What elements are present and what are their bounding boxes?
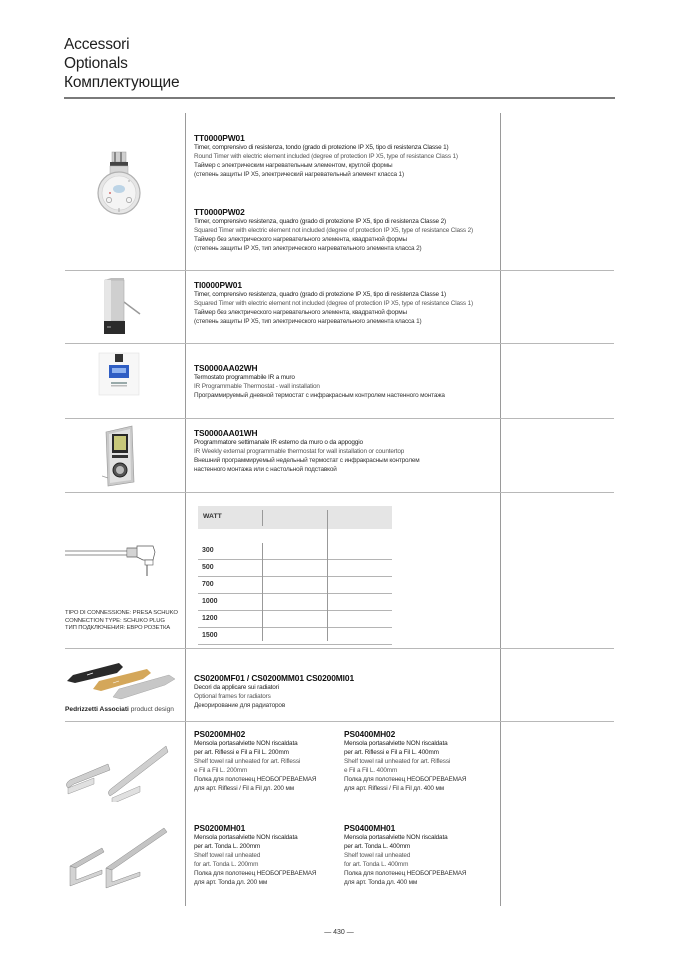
desc-italian: Timer, comprensivo di resistenza, tondo (grado di protezione IP X5, tipo di resistenza Classe 1)	[194, 144, 449, 151]
row-divider	[65, 721, 614, 722]
desc-english: for art. Tonda L. 200mm	[194, 861, 259, 868]
desc-russian: для арт. Riflessi / Fil a Fil дл. 400 мм	[344, 785, 444, 792]
desc-english: Shelf towel rail unheated for art. Riflessi	[194, 758, 301, 765]
desc-italian: per art. Tonda L. 200mm	[194, 843, 261, 850]
desc-italian: Termostato programmabile IR a muro	[194, 374, 295, 381]
row-divider	[65, 492, 614, 493]
desc-russian: Внешний программируемый недельный термостат с инфракрасным контролем	[194, 457, 420, 464]
desc-english: Squared Timer with electric element not included (degree of protection IP X5, type of resistance Class 2)	[194, 227, 473, 234]
desc-english: Round Timer with electric element included (degree of protection IP X5, type of resistance Class 1)	[194, 153, 458, 160]
square-timer-icon	[100, 277, 150, 339]
product-entry	[194, 363, 445, 400]
column-divider-right	[500, 113, 501, 906]
row-divider	[65, 270, 614, 271]
watt-value: 1000	[202, 598, 218, 605]
desc-russian: Таймер без электрического нагревательного элемента, квадратной формы	[194, 309, 407, 316]
column-divider-left	[185, 113, 186, 906]
watt-value: 300	[202, 547, 214, 554]
wall-thermostat-icon	[98, 352, 140, 398]
desc-english: e Fil a Fil L. 200mm	[194, 767, 248, 774]
desc-english: Shelf towel rail unheated for art. Riflessi	[344, 758, 451, 765]
product-entry	[194, 280, 473, 326]
desc-italian: per art. Riflessi e Fil a Fil L. 400mm	[344, 749, 439, 756]
watt-row	[198, 628, 392, 645]
desc-russian: для арт. Riflessi / Fil a Fil дл. 200 мм	[194, 785, 294, 792]
watt-row	[198, 560, 392, 577]
desc-english: Optional frames for radiators	[194, 693, 271, 700]
shelf-riflessi-icon	[62, 740, 172, 802]
product-code: TI0000PW01	[194, 280, 242, 290]
shelf-entry	[344, 823, 466, 887]
desc-russian: Программируемый дневной термостат с инфракрасным контролем настенного монтажа	[194, 392, 445, 399]
shelf-tonda-icon	[64, 826, 174, 892]
decor-entry	[194, 673, 354, 710]
design-suffix: product design	[128, 706, 174, 713]
watt-row	[198, 594, 392, 611]
watt-table	[198, 506, 392, 645]
shelf-entry	[344, 729, 466, 793]
watt-col-divider	[327, 510, 328, 641]
product-code: TS0000AA02WH	[194, 363, 258, 373]
desc-italian: Timer, comprensivo resistenza, quadro (grado di protezione IP X5, tipo di resistenza Classe 1)	[194, 291, 446, 298]
desc-italian: per art. Tonda L. 400mm	[344, 843, 411, 850]
shelf-entry	[194, 823, 316, 887]
desc-russian: для арт. Tonda дл. 400 мм	[344, 879, 418, 886]
product-entry	[194, 207, 473, 253]
product-code: PS0400MH01	[344, 823, 396, 833]
row-divider	[65, 418, 614, 419]
desc-russian: Таймер без электрического нагревательного элемента, квадратной формы	[194, 236, 407, 243]
product-code: PS0200MH02	[194, 729, 246, 739]
product-entry	[194, 428, 420, 474]
watt-row	[198, 543, 392, 560]
product-code: TT0000PW01	[194, 133, 245, 143]
desc-russian: для арт. Tonda дл. 200 мм	[194, 879, 268, 886]
watt-value: 1200	[202, 615, 218, 622]
desc-english: Shelf towel rail unheated	[194, 852, 261, 859]
desc-english: e Fil a Fil L. 400mm	[344, 767, 398, 774]
title-russian: Комплектующие	[64, 74, 180, 91]
desc-russian: (степень защиты IP X5, тип электрического нагревательного элемента класса 1)	[194, 318, 422, 325]
page-number: — 430 —	[324, 929, 354, 936]
product-code: PS0200MH01	[194, 823, 246, 833]
desc-italian: Mensola portasalviette NON riscaldata	[344, 834, 448, 841]
watt-row	[198, 611, 392, 628]
desc-russian: настенного монтажа или с настольной подставкой	[194, 466, 337, 473]
desc-russian: Полка для полотенец НЕОБОГРЕВАЕМАЯ	[344, 776, 467, 783]
desc-russian: (степень защиты IP X5, тип электрического нагревательного элемента класса 2)	[194, 245, 422, 252]
desc-italian: Programmatore settimanale IR esterno da muro o da appoggio	[194, 439, 363, 446]
desc-english: for art. Tonda L. 400mm	[344, 861, 409, 868]
watt-col-divider	[262, 510, 263, 526]
desc-italian: Mensola portasalviette NON riscaldata	[194, 740, 298, 747]
watt-row	[198, 577, 392, 594]
design-credit	[65, 706, 174, 713]
connection-type	[65, 610, 178, 633]
shelf-entry	[194, 729, 316, 793]
desc-english: Squared Timer with electric element not included (degree of protection IP X5, type of resistance Class 1)	[194, 300, 473, 307]
desc-italian: Timer, comprensivo resistenza, quadro (grado di protezione IP X5, tipo di resistenza Classe 2)	[194, 218, 446, 225]
desc-italian: per art. Riflessi e Fil a Fil L. 200mm	[194, 749, 289, 756]
product-code: TS0000AA01WH	[194, 428, 258, 438]
decor-frames-icon	[63, 655, 183, 701]
design-brand: Pedrizzetti Associati	[65, 706, 129, 713]
weekly-programmer-icon	[102, 424, 138, 490]
product-code: TT0000PW02	[194, 207, 245, 217]
desc-russian: Полка для полотенец НЕОБОГРЕВАЕМАЯ	[344, 870, 467, 877]
product-code: PS0400MH02	[344, 729, 396, 739]
watt-col-divider	[262, 543, 263, 641]
title-italian: Accessori	[64, 36, 130, 53]
row-divider	[65, 648, 614, 649]
header-rule	[64, 97, 615, 99]
connection-russian: ТИП ПОДКЛЮЧЕНИЯ: ЕВРО РОЗЕТКА	[65, 625, 171, 632]
page-title	[64, 35, 179, 92]
desc-russian: Полка для полотенец НЕОБОГРЕВАЕМАЯ	[194, 776, 317, 783]
watt-value: 500	[202, 564, 214, 571]
desc-english: IR Weekly external programmable thermostat for wall installation or countertop	[194, 448, 405, 455]
watt-value: 1500	[202, 632, 218, 639]
title-english: Optionals	[64, 55, 128, 72]
connection-italian: TIPO DI CONNESSIONE: PRESA SCHUKO	[65, 610, 178, 616]
desc-russian: (степень защиты IP X5, электрический нагревательный элемент класса 1)	[194, 171, 404, 178]
round-timer-icon	[94, 150, 144, 220]
connection-english: CONNECTION TYPE: SCHUKO PLUG	[65, 617, 165, 624]
schuko-plug-icon	[65, 538, 160, 578]
desc-italian: Mensola portasalviette NON riscaldata	[194, 834, 298, 841]
product-code: CS0200MF01 / CS0200MM01 CS0200MI01	[194, 673, 354, 683]
product-entry	[194, 133, 458, 179]
desc-english: IR Programmable Thermostat - wall installation	[194, 383, 320, 390]
watt-header-label: WATT	[203, 513, 222, 520]
desc-russian: Декорирование для радиаторов	[194, 702, 286, 709]
desc-italian: Mensola portasalviette NON riscaldata	[344, 740, 448, 747]
desc-english: Shelf towel rail unheated	[344, 852, 411, 859]
desc-russian: Таймер с электрическим нагревательным элементом, круглой формы	[194, 162, 393, 169]
desc-italian: Decori da applicare sui radiatori	[194, 684, 279, 691]
row-divider	[65, 343, 614, 344]
watt-table-header	[198, 506, 392, 529]
watt-value: 700	[202, 581, 214, 588]
desc-russian: Полка для полотенец НЕОБОГРЕВАЕМАЯ	[194, 870, 317, 877]
